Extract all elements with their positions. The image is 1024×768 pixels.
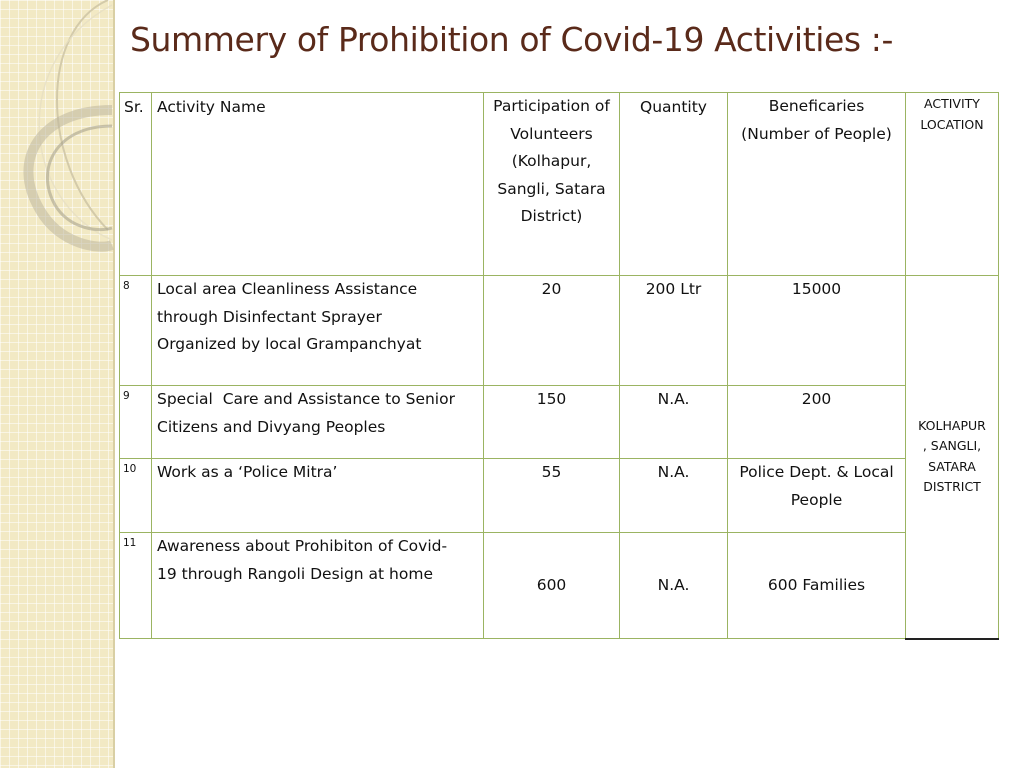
row-beneficiaries: 15000 — [728, 276, 906, 386]
header-quantity: Quantity — [620, 93, 728, 276]
activities-table — [119, 92, 999, 640]
row-activity-name: Special Care and Assistance to Senior Citizens and Divyang Peoples — [152, 386, 484, 459]
table-header-row — [120, 93, 999, 276]
header-activity-name: Activity Name — [152, 93, 484, 276]
row-participation: 20 — [484, 276, 620, 386]
row-sr: 10 — [120, 459, 152, 533]
row-sr: 9 — [120, 386, 152, 459]
row-quantity: N.A. — [620, 533, 728, 639]
header-sr: Sr. — [120, 93, 152, 276]
row-beneficiaries: 200 — [728, 386, 906, 459]
row-activity-name: Awareness about Prohibiton of Covid- 19 through Rangoli Design at home — [152, 533, 484, 639]
header-beneficiaries: Beneficaries (Number of People) — [728, 93, 906, 276]
row-beneficiaries: Police Dept. & Local People — [728, 459, 906, 533]
row-participation: 55 — [484, 459, 620, 533]
row-quantity: 200 Ltr — [620, 276, 728, 386]
row-sr: 11 — [120, 533, 152, 639]
page-title: Summery of Prohibition of Covid-19 Activities :- — [130, 20, 894, 59]
table-row — [120, 533, 999, 639]
row-activity-name: Local area Cleanliness Assistance through Disinfectant Sprayer Organized by local Grampanchyat — [152, 276, 484, 386]
table-row — [120, 276, 999, 386]
row-quantity: N.A. — [620, 459, 728, 533]
activity-location-cell: KOLHAPUR , SANGLI, SATARA DISTRICT — [906, 276, 999, 639]
row-participation: 600 — [484, 533, 620, 639]
row-quantity: N.A. — [620, 386, 728, 459]
header-participation: Participation of Volunteers (Kolhapur, Sangli, Satara District) — [484, 93, 620, 276]
table-row — [120, 459, 999, 533]
header-activity-location: ACTIVITY LOCATION — [906, 93, 999, 276]
row-beneficiaries: 600 Families — [728, 533, 906, 639]
table-row — [120, 386, 999, 459]
row-sr: 8 — [120, 276, 152, 386]
row-participation: 150 — [484, 386, 620, 459]
row-activity-name: Work as a ‘Police Mitra’ — [152, 459, 484, 533]
